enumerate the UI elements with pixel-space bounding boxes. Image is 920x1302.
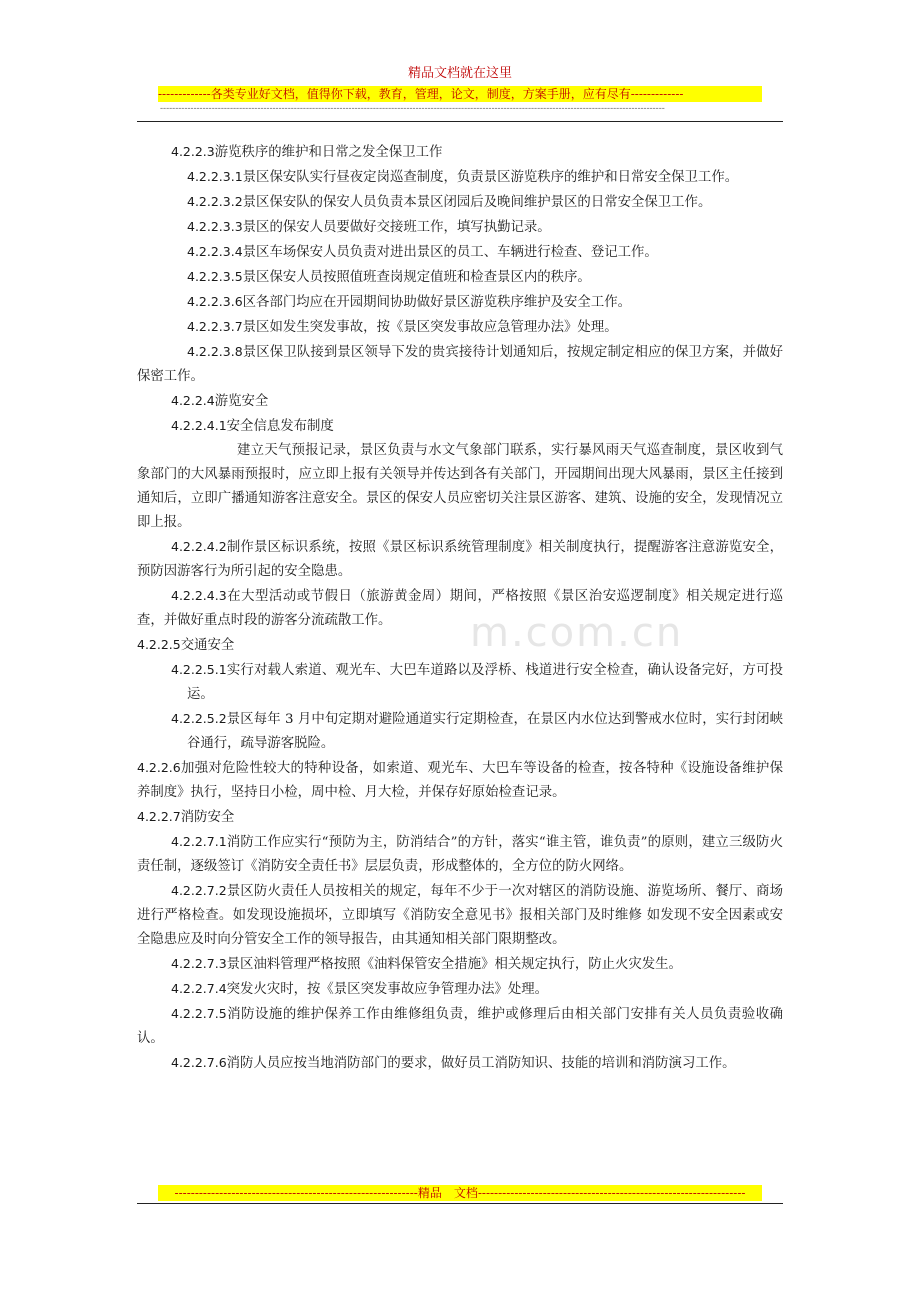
- paragraph-4-2-2-7-6: 4.2.2.7.6消防人员应按当地消防部门的要求，做好员工消防知识、技能的培训和消防演习工作。: [171, 1055, 736, 1071]
- header-rule: [137, 121, 783, 122]
- header-banner: -------------各类专业好文档，值得你下载，教育，管理，论文，制度，方案手册，应有尽有-------------: [158, 86, 762, 102]
- footer-rule: [137, 1203, 783, 1204]
- watermark: m.com.cn: [470, 610, 684, 656]
- paragraph-4-2-2-6: 4.2.2.6加强对危险性较大的特种设备，如索道、观光车、大巴车等设备的检查，按各特种《设施设备维护保养制度》执行，坚持日小检，周中检、月大检，并保存好原始检查记录。: [137, 760, 783, 800]
- paragraph-4-2-2-3-5: 4.2.2.3.5景区保安人员按照值班查岗规定值班和检查景区内的秩序。: [187, 269, 591, 285]
- paragraph-4-2-2-7-5: 4.2.2.7.5消防设施的维护保养工作由维修组负责，维护或修理后由相关部门安排有关人员负责验收确认。: [137, 1006, 783, 1046]
- document-body: [137, 140, 783, 1076]
- paragraph-4-2-2-7-1: 4.2.2.7.1消防工作应实行“预防为主，防消结合”的方针，落实“谁主管，谁负责”的原则，建立三级防火责任制，逐级签订《消防安全责任书》层层负责，形成整体的，全方位的防火网络。: [137, 834, 783, 874]
- paragraph-4-2-2-3-2: 4.2.2.3.2景区保安队的保安人员负责本景区闭园后及晚间维护景区的日常安全保卫工作。: [187, 194, 712, 210]
- paragraph-4-2-2-3-3: 4.2.2.3.3景区的保安人员要做好交接班工作，填写执勤记录。: [187, 219, 551, 235]
- header-dash-line: ----------------------------------------------------------------------------------------------------------------------------------------------------------------------: [160, 104, 665, 114]
- paragraph-4-2-2-3-8: 4.2.2.3.8景区保卫队接到景区领导下发的贵宾接待计划通知后，按规定制定相应的保卫方案，并做好保密工作。: [137, 344, 783, 384]
- paragraph-4-2-2-7-2: 4.2.2.7.2景区防火责任人员按相关的规定，每年不少于一次对辖区的消防设施、游览场所、餐厅、商场进行严格检查。如发现设施损坏，立即填写《消防安全意见书》报相关部门及时维修 如发现不安全因素或安全隐患应及时向分管安全工作的领导报告，由其通知相关部门限期整改。: [137, 883, 783, 947]
- paragraph-4-2-2-3-7: 4.2.2.3.7景区如发生突发事故，按《景区突发事故应急管理办法》处理。: [187, 319, 618, 335]
- paragraph-4-2-2-5-1: 4.2.2.5.1实行对载人索道、观光车、大巴车道路以及浮桥、栈道进行安全检查，确认设备完好，方可投运。: [171, 662, 783, 702]
- paragraph-4-2-2-3: 4.2.2.3游览秩序的维护和日常之发全保卫工作: [171, 144, 443, 160]
- paragraph-4-2-2-5-2: 4.2.2.5.2景区每年 3 月中旬定期对避险通道实行定期检查，在景区内水位达到警戒水位时，实行封闭峡谷通行，疏导游客脱险。: [171, 711, 783, 751]
- paragraph-4-2-2-7-4: 4.2.2.7.4突发火灾时，按《景区突发事故应争管理办法》处理。: [171, 981, 549, 997]
- paragraph-4-2-2-3-4: 4.2.2.3.4景区车场保安人员负责对进出景区的员工、车辆进行检查、登记工作。: [187, 244, 658, 260]
- paragraph-4-2-2-3-1: 4.2.2.3.1景区保安队实行昼夜定岗巡查制度，负责景区游览秩序的维护和日常安全保卫工作。: [187, 169, 739, 185]
- footer-banner: ------------------------------------------------------------精品 文档------------------------------------------------------------------: [158, 1185, 762, 1201]
- paragraph-4-2-2-3-6: 4.2.2.3.6区各部门均应在开园期间协助做好景区游览秩序维护及安全工作。: [187, 294, 631, 310]
- paragraph-4-2-2-4-1: 4.2.2.4.1安全信息发布制度: [171, 418, 334, 434]
- paragraph-4-2-2-4-2: 4.2.2.4.2制作景区标识系统，按照《景区标识系统管理制度》相关制度执行，提醒游客注意游览安全，预防因游客行为所引起的安全隐患。: [137, 539, 783, 579]
- paragraph-weather-info: 建立天气预报记录，景区负责与水文气象部门联系，实行暴风雨天气巡查制度，景区收到气象部门的大风暴雨预报时，应立即上报有关领导并传达到各有关部门，开园期间出现大风暴雨，景区主任接到通知后，立即广播通知游客注意安全。景区的保安人员应密切关注景区游客、建筑、设施的安全，发现情况立即上报。: [137, 443, 783, 530]
- paragraph-4-2-2-4-3: 4.2.2.4.3在大型活动或节假日（旅游黄金周）期间，严格按照《景区治安巡逻制度》相关规定进行巡查，并做好重点时段的游客分流疏散工作。: [137, 588, 783, 628]
- paragraph-4-2-2-5: 4.2.2.5交通安全: [137, 637, 235, 653]
- paragraph-4-2-2-7: 4.2.2.7消防安全: [137, 809, 235, 825]
- paragraph-4-2-2-7-3: 4.2.2.7.3景区油料管理严格按照《油料保管安全措施》相关规定执行，防止火灾发生。: [171, 956, 682, 972]
- paragraph-4-2-2-4: 4.2.2.4游览安全: [171, 393, 269, 409]
- header-title: 精品文档就在这里: [407, 66, 512, 81]
